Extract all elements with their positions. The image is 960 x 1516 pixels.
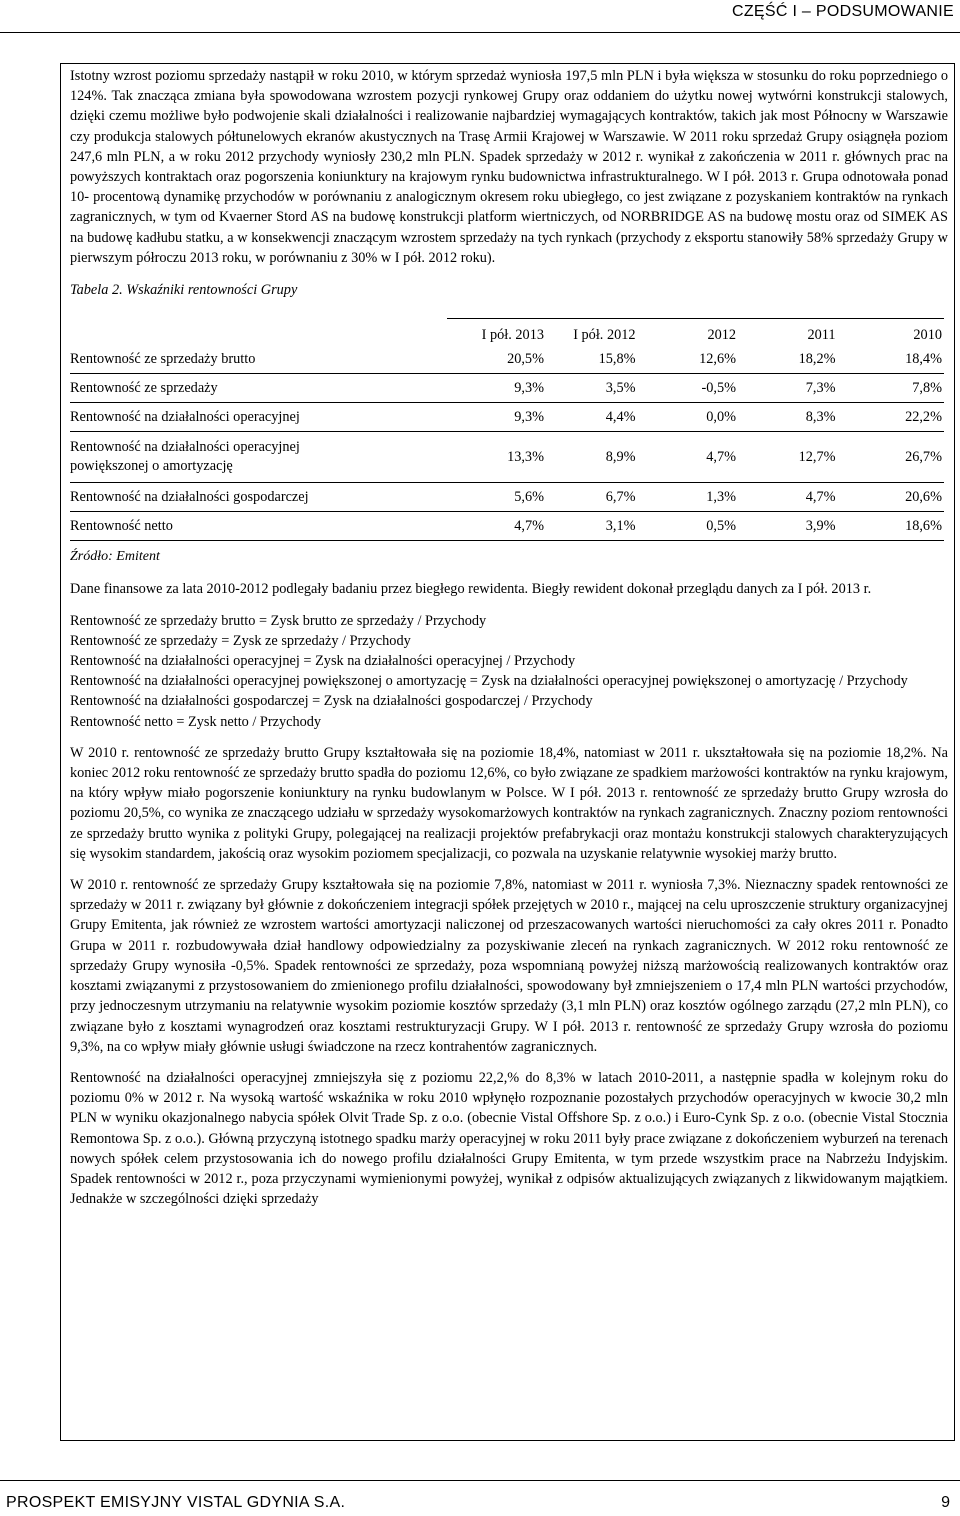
table-row — [70, 432, 944, 483]
row-value: 13,3% — [447, 432, 546, 483]
row-value: 20,5% — [447, 345, 546, 374]
table-source: Źródło: Emitent — [70, 549, 160, 565]
row-value: 3,9% — [738, 512, 837, 541]
row-value: 7,3% — [738, 374, 837, 403]
formula-item: Rentowność na działalności operacyjnej powiększonej o amortyzację = Zysk na działalności operacyjnej powiększonej o amortyzację / Przychody — [70, 673, 908, 690]
row-value: 18,2% — [738, 345, 837, 374]
page-header-title: CZĘŚĆ I – PODSUMOWANIE — [731, 3, 954, 20]
row-value: 0,5% — [638, 512, 738, 541]
table-header-row — [70, 319, 944, 346]
main-content — [70, 66, 948, 1209]
table-row — [70, 483, 944, 512]
table-row — [70, 374, 944, 403]
row-value: 12,6% — [638, 345, 738, 374]
row-value: 4,7% — [447, 512, 546, 541]
row-value: 22,2% — [838, 403, 944, 432]
table-row — [70, 345, 944, 374]
formula-item: Rentowność netto = Zysk netto / Przychody — [70, 713, 322, 730]
formula-list — [70, 611, 948, 732]
row-value: 8,3% — [738, 403, 837, 432]
row-value: 5,6% — [447, 483, 546, 512]
footer-divider — [0, 1480, 960, 1481]
table-header-blank — [70, 319, 447, 346]
formula-item: Rentowność na działalności operacyjnej = Zysk na działalności operacyjnej / Przychody — [70, 653, 576, 670]
formula-item: Rentowność ze sprzedaży = Zysk ze sprzedaży / Przychody — [70, 632, 411, 649]
paragraph-sales-margin: W 2010 r. rentowność ze sprzedaży Grupy kształtowała się na poziomie 7,8%, natomiast w 2011 r. wyniosła 7,3%. Nieznaczny spadek rentowności ze sprzedaży w 2011 r. związany był głównie z dokończeniem integracji spółek przejętych w 2010 r., mającej na celu uproszczenie struktury organizacyjnej Grupy Emitenta, jak również ze wzrostem wartości amortyzacji naliczonej od przeszacowanych wartości nieruchomości za cały okres 2011 r. Ponadto Grupa w 2011 r. rozbudowywała dział handlowy odpowiedzialny za pozyskiwanie zleceń na rynkach zagranicznych. W 2012 roku rentowność ze sprzedaży Grupy wynosiła -0,5%. Spadek rentowności ze sprzedaży, poza wspomnianą powyżej niższą marżowością realizowanych kontraktów oraz kosztami związanymi z przystosowaniem do zmienionego profilu działalności, spowodowany był zmniejszeniem o 17,4 mln PLN wartości przychodów, przy jednoczesnym utrzymaniu na relatywnie wysokim poziomie kosztów sprzedaży (3,1 mln PLN) oraz kosztów ogólnego zarządu (27,2 mln PLN), co związane było z kosztami wynagrodzeń oraz kosztami restrukturyzacji Grupy. W I pół. 2013 r. rentowność ze sprzedaży Grupy wzrosła do poziomu 9,3%, na co wpływ miały głównie usługi świadczone na rzecz kontrahentów zagranicznych. — [70, 877, 948, 1055]
row-value: 18,6% — [838, 512, 944, 541]
paragraph-operating-margin: Rentowność na działalności operacyjnej zmniejszyła się z poziomu 22,2,% do 8,3% w latach 2010-2011, a następnie spadła w kolejnym roku do poziomu 0% w 2012 r. Na wysoką wartość wskaźnika w roku 2010 wpłynęło rozpoznanie pozostałych przychodów operacyjnych w kwocie 30,2 mln PLN w wyniku okazjonalnego nabycia spółek Olvit Trade Sp. z o.o. (obecnie Vistal Offshore Sp. z o.o.) i Euro-Cynk Sp. z o.o. (obecnie Vistal Stocznia Remontowa Sp. z o.o.). Główną przyczyną istotnego spadku marży operacyjnej w roku 2011 były prace związane z dokończeniem wyburzeń na terenach nowych spółek celem przystosowania ich do nowego profilu działalności Grupy Emitenta, w tym przede wszystkim prace na Nabrzeżu Indyjskim. Spadek rentowności w 2012 r., poza przyczynami wymienionymi powyżej, wynikał z odpisów aktualizujących związanych z likwidowanym majątkiem. Jednakże w szczególności dzięki sprzedaży — [70, 1069, 948, 1208]
row-value: 9,3% — [447, 403, 546, 432]
row-value: 6,7% — [546, 483, 638, 512]
row-value: 26,7% — [838, 432, 944, 483]
row-value: 8,9% — [546, 432, 638, 483]
table-header-cell: 2010 — [838, 319, 944, 346]
row-value: 20,6% — [838, 483, 944, 512]
table-header-cell: 2011 — [738, 319, 837, 346]
row-value: 15,8% — [546, 345, 638, 374]
formula-item: Rentowność ze sprzedaży brutto = Zysk brutto ze sprzedaży / Przychody — [70, 612, 487, 629]
table-caption: Tabela 2. Wskaźniki rentowności Grupy — [70, 282, 298, 299]
paragraph-sales: Istotny wzrost poziomu sprzedaży nastąpił w roku 2010, w którym sprzedaż wyniosła 197,5 mln PLN i była większa w stosunku do roku poprzedniego o 124%. Tak znacząca zmiana była spowodowana wzrostem pozycji rynkowej Grupy oraz oddaniem do użytku nowej wytwórni konstrukcji stalowych, dzięki czemu możliwe było podwojenie skali działalności i realizowanie najbardziej wymagających kontraktów, takich jak most Północny w Warszawie czy produkcja stalowych półtunelowych ekranów akustycznych na Trasę Armii Krajowej w Warszawie. W 2011 roku sprzedaż Grupy osiągnęła poziom 247,6 mln PLN, a w roku 2012 przychody wyniosły 230,2 mln PLN. Spadek sprzedaży w 2012 r. wynikał z zakończenia w 2011 r. głównych prac na powyższych kontraktach oraz pogorszenia koniunktury na krajowym rynku budownictwa infrastrukturalnego. W I pół. 2013 r. Grupa odnotowała ponad 10- procentową dynamikę przychodów w porównaniu z analogicznym okresem roku ubiegłego, co jest związane z pozyskaniem kontraktów na rynkach zagranicznych, w tym od Kvaerner Stord AS na budowę konstrukcji platform wiertniczych, od NORBRIDGE AS na budowę mostu oraz od SIMEK AS na budowę kadłubu statku, a w konsekwencji znaczącym wzrostem sprzedaży na tych rynkach (przychody z eksportu stanowiły 58% sprzedaży Grupy w pierwszym półroczu 2013 roku, w porównaniu z 30% w I pół. 2012 roku). — [70, 68, 948, 266]
paragraph-gross-margin: W 2010 r. rentowność ze sprzedaży brutto Grupy kształtowała się na poziomie 18,4%, natomiast w 2011 r. ukształtowała się na poziomie 18,2%. Na koniec 2012 roku rentowność ze sprzedaży brutto spadła do poziomu 12,6%, co było związane ze spadkiem marżowości kontraktów na rynku krajowym, na który wpływ miało pogorszenie koniunktury na rynku budowlanym w Polsce. W I pół. 2013 r. rentowność ze sprzedaży brutto Grupy wzrosła do poziomu 20,5%, co wynika ze znaczącego udziału w sprzedaży wysokomarżowych kontraktów na rynkach zagranicznych. Znaczny poziom rentowności ze sprzedaży brutto wynika z polityki Grupy, polegającej na realizacji projektów prefabrykacji oraz montażu konstrukcji stalowych charakteryzujących się wysokim standardem, jakością oraz wysokim poziomem specjalizacji, co pozwala na uzyskanie relatywnie wysokiej marży brutto. — [70, 744, 948, 862]
row-value: 1,3% — [638, 483, 738, 512]
row-value: -0,5% — [638, 374, 738, 403]
row-value: 12,7% — [738, 432, 837, 483]
row-value: 3,1% — [546, 512, 638, 541]
row-value: 18,4% — [838, 345, 944, 374]
row-value: 4,7% — [638, 432, 738, 483]
row-label: Rentowność na działalności operacyjnej — [70, 403, 447, 432]
table-row — [70, 512, 944, 541]
footer-document-title: PROSPEKT EMISYJNY VISTAL GDYNIA S.A. — [6, 1494, 346, 1511]
profitability-table — [70, 318, 944, 541]
paragraph-audit: Dane finansowe za lata 2010-2012 podlegały badaniu przez biegłego rewidenta. Biegły rewident dokonał przeglądu danych za I pół. 2013 r. — [70, 581, 872, 598]
header-divider — [0, 32, 960, 33]
table-header-cell: I pół. 2013 — [447, 319, 546, 346]
table-row — [70, 403, 944, 432]
table-header-cell: 2012 — [638, 319, 738, 346]
table-header-cell: I pół. 2012 — [546, 319, 638, 346]
row-label: Rentowność netto — [70, 512, 447, 541]
row-value: 7,8% — [838, 374, 944, 403]
formula-item: Rentowność na działalności gospodarczej = Zysk na działalności gospodarczej / Przychody — [70, 693, 593, 710]
row-value: 4,7% — [738, 483, 837, 512]
row-label: Rentowność na działalności operacyjnej powiększonej o amortyzację — [70, 432, 447, 483]
row-label: Rentowność na działalności gospodarczej — [70, 483, 447, 512]
row-label: Rentowność ze sprzedaży brutto — [70, 345, 447, 374]
row-label: Rentowność ze sprzedaży — [70, 374, 447, 403]
row-value: 0,0% — [638, 403, 738, 432]
page-number: 9 — [941, 1494, 950, 1511]
row-value: 3,5% — [546, 374, 638, 403]
row-value: 4,4% — [546, 403, 638, 432]
row-value: 9,3% — [447, 374, 546, 403]
